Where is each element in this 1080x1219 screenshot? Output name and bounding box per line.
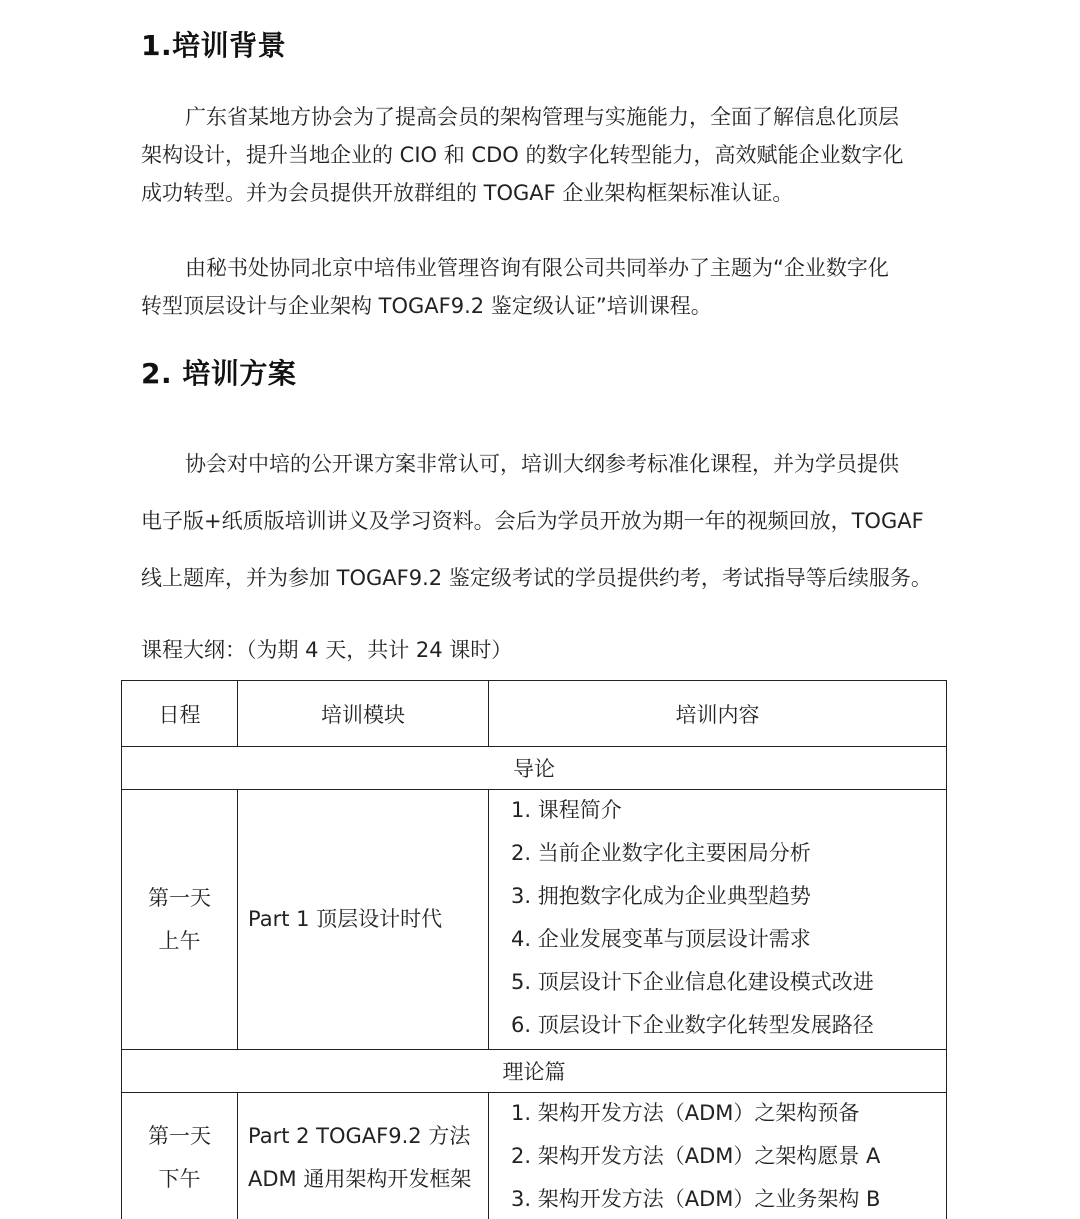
list-item: 6. 顶层设计下企业数字化转型发展路径 — [511, 1013, 874, 1037]
day-line: 第一天 — [148, 1124, 211, 1148]
module-line: ADM 通用架构开发框架 — [248, 1167, 472, 1191]
module-cell — [238, 790, 489, 1050]
header-day: 日程 — [122, 681, 238, 747]
content-cell — [489, 790, 947, 1050]
day-line: 第一天 — [148, 885, 211, 910]
background-paragraph-1 — [141, 98, 931, 212]
section-row-intro — [122, 747, 947, 790]
table-header-row — [122, 681, 947, 747]
syllabus-table — [121, 680, 947, 1219]
day-cell — [122, 1093, 238, 1219]
content-list — [511, 790, 946, 1049]
plan-paragraph — [141, 436, 931, 607]
day-cell — [122, 790, 238, 1050]
list-item: 2. 当前企业数字化主要困局分析 — [511, 841, 811, 865]
content-list — [511, 1093, 946, 1219]
list-item: 2. 架构开发方法（ADM）之架构愿景 A — [511, 1144, 881, 1168]
course-outline-title: 课程大纲：（为期 4 天，共计 24 课时） — [141, 638, 513, 662]
list-item: 1. 架构开发方法（ADM）之架构预备 — [511, 1101, 860, 1125]
text-line: 转型顶层设计与企业架构 TOGAF9.2 鉴定级认证”培训课程。 — [141, 294, 712, 318]
section-label: 理论篇 — [122, 1050, 947, 1093]
section-heading-plan: 2. 培训方案 — [141, 357, 297, 390]
text-line: 由秘书处协同北京中培伟业管理咨询有限公司共同举办了主题为“企业数字化 — [185, 256, 889, 280]
table-row — [122, 790, 947, 1050]
module-line: Part 1 顶层设计时代 — [248, 907, 443, 931]
text-line: 广东省某地方协会为了提高会员的架构管理与实施能力，全面了解信息化顶层 — [185, 105, 899, 129]
table-row — [122, 1093, 947, 1219]
section-label: 导论 — [122, 747, 947, 790]
list-item: 1. 课程简介 — [511, 798, 622, 822]
list-item: 5. 顶层设计下企业信息化建设模式改进 — [511, 970, 874, 994]
text-line: 成功转型。并为会员提供开放群组的 TOGAF 企业架构框架标准认证。 — [141, 181, 794, 205]
list-item: 4. 企业发展变革与顶层设计需求 — [511, 927, 811, 951]
module-cell — [238, 1093, 489, 1219]
header-content: 培训内容 — [489, 681, 947, 747]
content-cell — [489, 1093, 947, 1219]
module-line: Part 2 TOGAF9.2 方法 — [248, 1124, 471, 1148]
text-line: 协会对中培的公开课方案非常认可，培训大纲参考标准化课程，并为学员提供 — [185, 452, 899, 476]
header-module: 培训模块 — [238, 681, 489, 747]
list-item: 3. 架构开发方法（ADM）之业务架构 B — [511, 1187, 881, 1211]
section-row-theory — [122, 1050, 947, 1093]
background-paragraph-2 — [141, 249, 931, 325]
day-line: 下午 — [158, 1167, 201, 1191]
text-line: 电子版+纸质版培训讲义及学习资料。会后为学员开放为期一年的视频回放，TOGAF — [141, 509, 924, 533]
text-line: 线上题库，并为参加 TOGAF9.2 鉴定级考试的学员提供约考，考试指导等后续服务。 — [141, 566, 932, 590]
text-line: 架构设计，提升当地企业的 CIO 和 CDO 的数字化转型能力，高效赋能企业数字化 — [141, 143, 904, 167]
day-line: 上午 — [158, 928, 201, 953]
section-heading-background: 1.培训背景 — [141, 29, 287, 62]
list-item: 3. 拥抱数字化成为企业典型趋势 — [511, 884, 811, 908]
